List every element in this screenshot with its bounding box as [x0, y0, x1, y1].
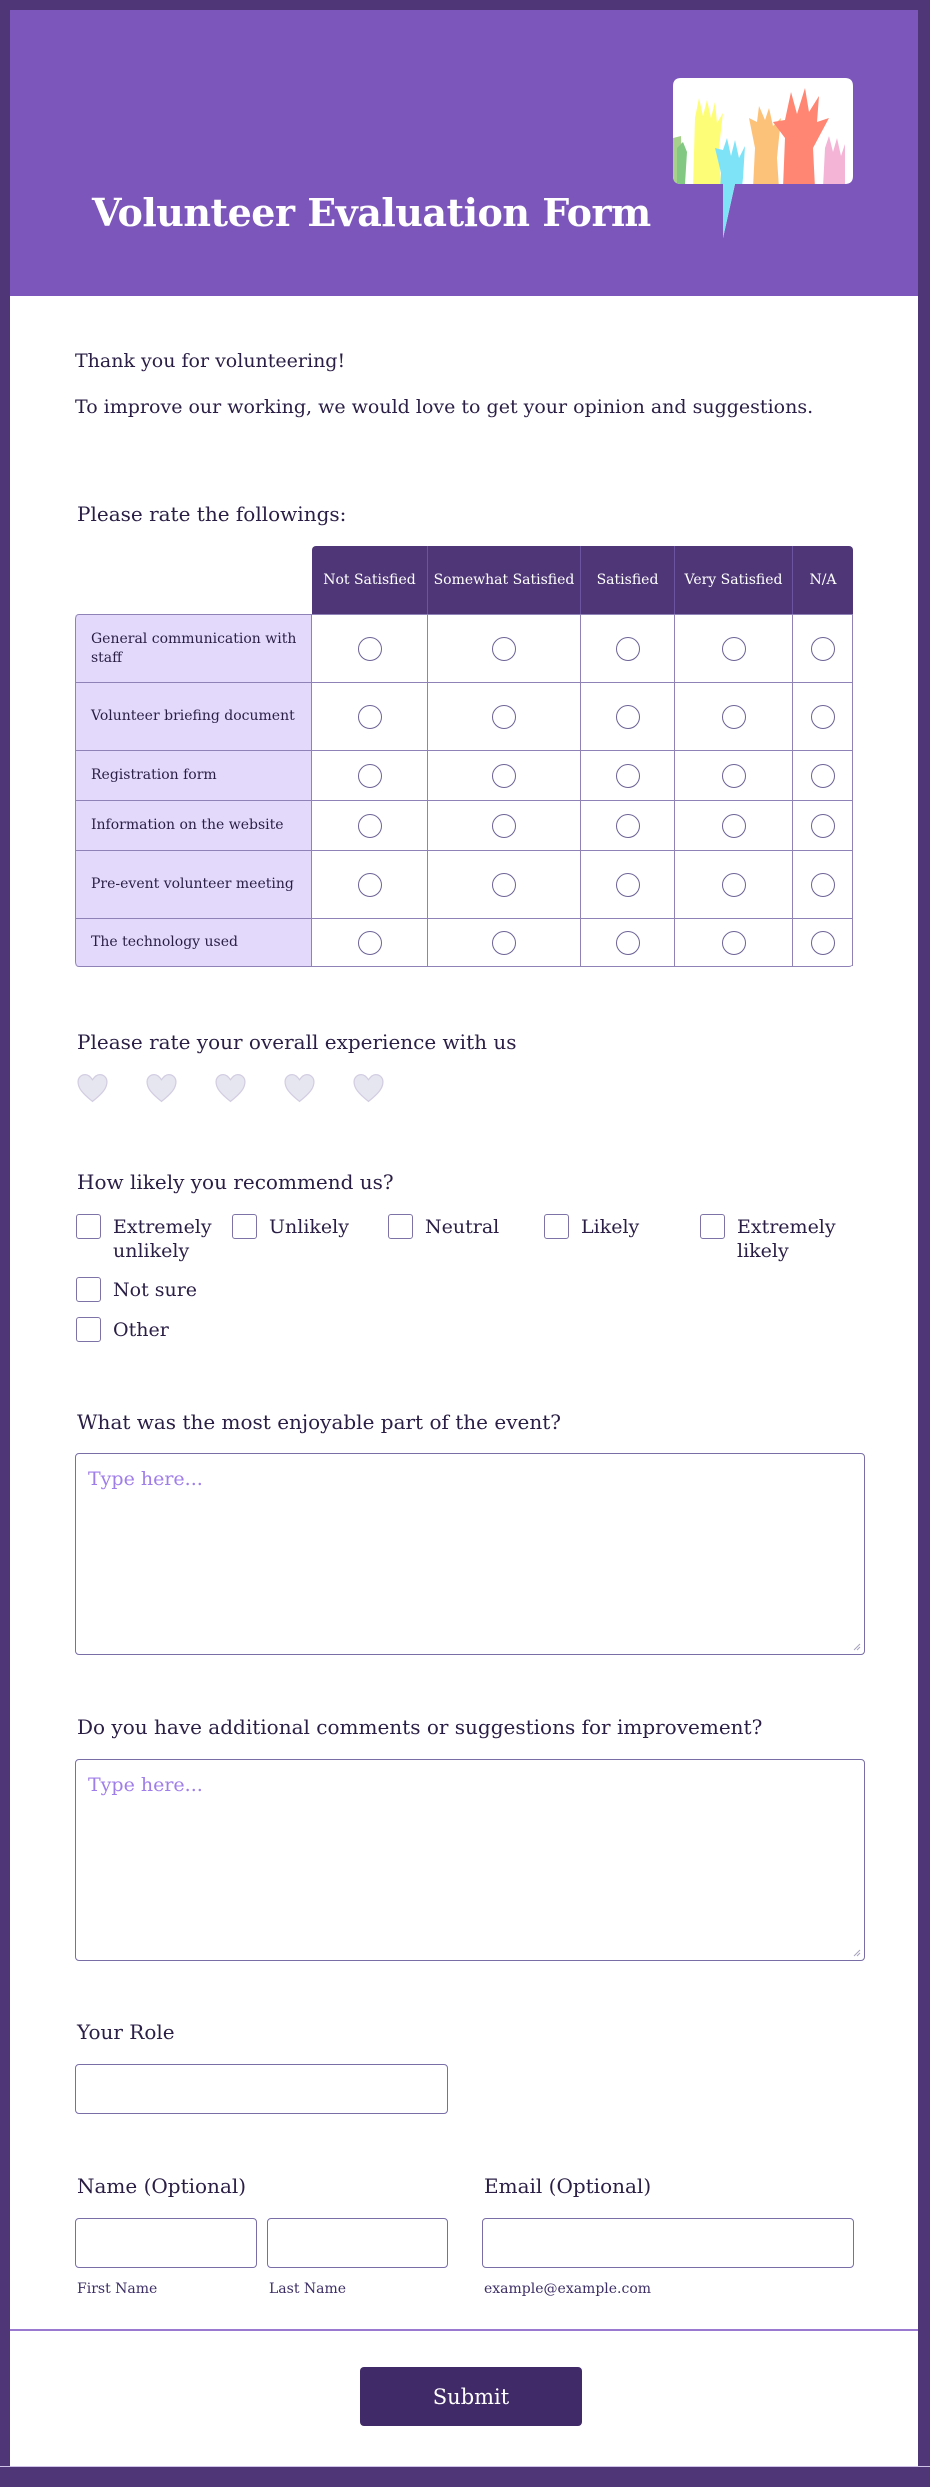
radio-button[interactable] [616, 764, 640, 788]
checkbox[interactable] [76, 1214, 101, 1239]
checkbox-option[interactable] [76, 1318, 169, 1342]
radio-button[interactable] [358, 705, 382, 729]
radio-button[interactable] [358, 873, 382, 897]
recommend-label: How likely you recommend us? [77, 1170, 394, 1194]
checkbox-option[interactable] [700, 1215, 850, 1263]
matrix-row-label: General communication with staff [75, 615, 312, 682]
matrix-row-label: The technology used [75, 919, 312, 966]
matrix-header [312, 546, 853, 614]
checkbox-option[interactable] [388, 1215, 499, 1239]
checkbox-label: Extremely unlikely [113, 1216, 212, 1262]
intro-thanks: Thank you for volunteering! [75, 350, 346, 372]
checkbox-label: Neutral [425, 1216, 500, 1238]
radio-button[interactable] [492, 705, 516, 729]
form-title: Volunteer Evaluation Form [92, 190, 651, 235]
radio-button[interactable] [616, 814, 640, 838]
intro-description: To improve our working, we would love to get your opinion and suggestions. [75, 396, 814, 418]
checkbox[interactable] [388, 1214, 413, 1239]
resize-handle-icon[interactable] [851, 1947, 861, 1957]
first-name-sublabel: First Name [77, 2281, 158, 2297]
checkbox-option[interactable] [76, 1215, 226, 1263]
matrix-row [75, 683, 853, 751]
comments-label: Do you have additional comments or suggestions for improvement? [77, 1715, 763, 1739]
radio-button[interactable] [811, 873, 835, 897]
heart-icon[interactable] [145, 1072, 178, 1104]
matrix-col-header: Not Satisfied [312, 546, 428, 614]
last-name-sublabel: Last Name [269, 2281, 347, 2297]
radio-button[interactable] [722, 637, 746, 661]
email-input[interactable] [482, 2218, 854, 2268]
checkbox[interactable] [232, 1214, 257, 1239]
textarea-placeholder: Type here... [88, 1774, 203, 1796]
first-name-input[interactable] [75, 2218, 257, 2268]
radio-button[interactable] [616, 873, 640, 897]
heart-icon[interactable] [352, 1072, 385, 1104]
radio-button[interactable] [358, 764, 382, 788]
checkbox[interactable] [700, 1214, 725, 1239]
email-sublabel: example@example.com [484, 2281, 652, 2297]
form-header [10, 10, 918, 296]
radio-button[interactable] [811, 931, 835, 955]
checkbox-option[interactable] [544, 1215, 639, 1239]
heart-icon[interactable] [283, 1072, 316, 1104]
checkbox[interactable] [76, 1317, 101, 1342]
radio-button[interactable] [722, 705, 746, 729]
enjoyable-textarea[interactable] [75, 1453, 865, 1655]
checkbox-label: Other [113, 1319, 169, 1341]
radio-button[interactable] [811, 814, 835, 838]
name-label: Name (Optional) [77, 2174, 247, 2198]
role-label: Your Role [77, 2020, 175, 2044]
comments-textarea[interactable] [75, 1759, 865, 1961]
radio-button[interactable] [492, 764, 516, 788]
matrix-row-label: Volunteer briefing document [75, 683, 312, 750]
checkbox-option[interactable] [232, 1215, 349, 1239]
form-container [10, 10, 918, 2476]
matrix-col-header: N/A [809, 572, 837, 588]
radio-button[interactable] [358, 637, 382, 661]
matrix-row [75, 919, 853, 967]
last-name-input[interactable] [267, 2218, 448, 2268]
matrix-col-header: Very Satisfied [675, 546, 793, 614]
radio-button[interactable] [358, 931, 382, 955]
matrix-row [75, 751, 853, 801]
radio-button[interactable] [492, 814, 516, 838]
matrix-row-label: Pre-event volunteer meeting [75, 851, 312, 918]
matrix-row [75, 614, 853, 683]
checkbox-label: Unlikely [269, 1216, 349, 1238]
radio-button[interactable] [616, 931, 640, 955]
radio-button[interactable] [722, 931, 746, 955]
textarea-placeholder: Type here... [88, 1468, 203, 1490]
resize-handle-icon[interactable] [851, 1641, 861, 1651]
matrix-row-label: Registration form [75, 751, 312, 800]
radio-button[interactable] [811, 637, 835, 661]
radio-button[interactable] [492, 637, 516, 661]
radio-button[interactable] [492, 873, 516, 897]
matrix-col-header: Somewhat Satisfied [428, 546, 581, 614]
email-label: Email (Optional) [484, 2174, 652, 2198]
checkbox-label: Not sure [113, 1279, 198, 1301]
matrix-row [75, 801, 853, 851]
matrix-row-label: Information on the website [75, 801, 312, 850]
checkbox[interactable] [76, 1277, 101, 1302]
footer-divider [10, 2329, 918, 2331]
enjoyable-label: What was the most enjoyable part of the event? [77, 1410, 561, 1434]
checkbox-label: Extremely likely [737, 1216, 836, 1262]
matrix-col-header: Satisfied [581, 546, 675, 614]
radio-button[interactable] [358, 814, 382, 838]
radio-button[interactable] [616, 705, 640, 729]
role-input[interactable] [75, 2064, 448, 2114]
matrix-label: Please rate the followings: [77, 502, 347, 526]
radio-button[interactable] [722, 814, 746, 838]
heart-icon[interactable] [76, 1072, 109, 1104]
heart-icon[interactable] [214, 1072, 247, 1104]
radio-button[interactable] [722, 764, 746, 788]
submit-button[interactable]: Submit [360, 2367, 582, 2426]
checkbox-label: Likely [581, 1216, 640, 1238]
radio-button[interactable] [811, 705, 835, 729]
raised-hands-speech-bubble-icon [673, 78, 853, 240]
radio-button[interactable] [722, 873, 746, 897]
radio-button[interactable] [492, 931, 516, 955]
checkbox[interactable] [544, 1214, 569, 1239]
checkbox-option[interactable] [76, 1278, 197, 1302]
radio-button[interactable] [811, 764, 835, 788]
matrix-row [75, 851, 853, 919]
heart-rating [76, 1072, 385, 1104]
radio-button[interactable] [616, 637, 640, 661]
overall-rating-label: Please rate your overall experience with us [77, 1030, 517, 1054]
bottom-border [0, 2466, 930, 2487]
